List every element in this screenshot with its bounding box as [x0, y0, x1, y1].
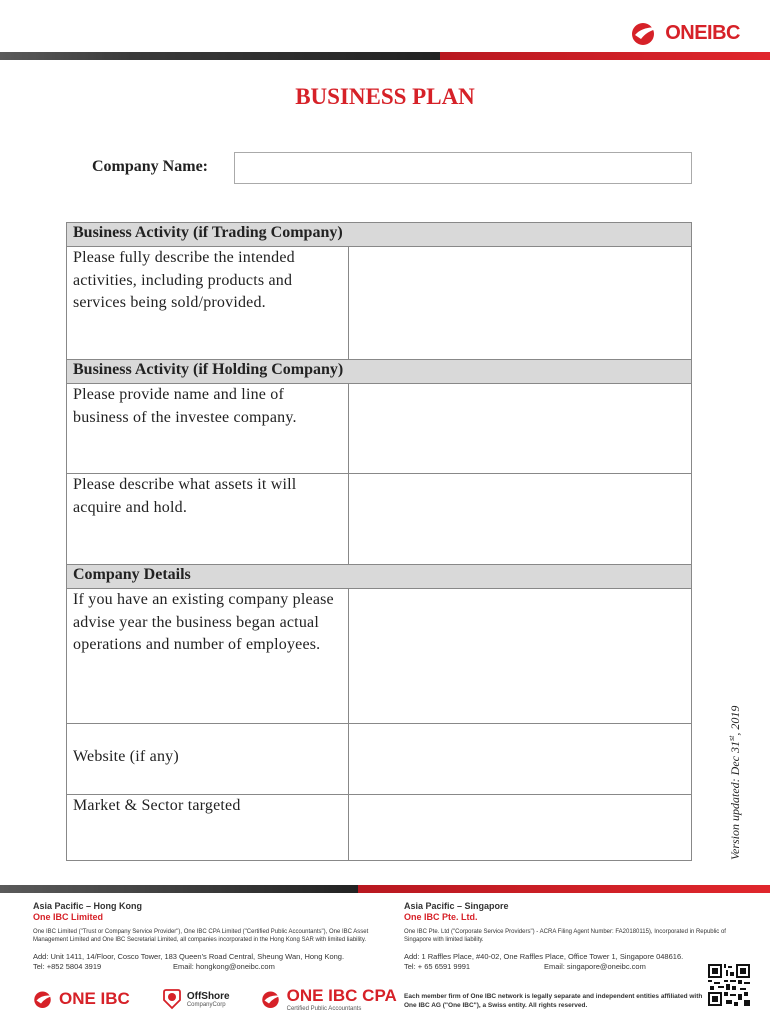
address: Add: Unit 1411, 14/Floor, Cosco Tower, 183 Queen's Road Central, Sheung Wan, Hong Kong.	[33, 952, 345, 961]
question-trading-activities: Please fully describe the intended activities, including products and services being sold/provided.	[67, 247, 349, 359]
one-ibc-logo-icon	[32, 989, 56, 1009]
footer-divider	[0, 885, 770, 893]
form-row	[67, 589, 691, 724]
offshore-company-corp-logo: OffShore CompanyCorp	[160, 988, 230, 1010]
disclaimer: Each member firm of One IBC network is legally separate and independent entities affiliated with One IBC AG ("One IBC"), a Swiss entity. All rights reserved.	[404, 993, 703, 1009]
footer-singapore	[404, 901, 744, 972]
offshore-logo-icon	[160, 988, 184, 1010]
address: Add: 1 Raffles Place, #40-02, One Raffles Place, Office Tower 1, Singapore 048616.	[404, 952, 684, 961]
version-note: Version updated: Dec 31st, 2019	[727, 705, 742, 860]
region-label: Asia Pacific – Singapore	[404, 901, 509, 911]
question-market-sector: Market & Sector targeted	[67, 795, 349, 860]
question-investee-company: Please provide name and line of business of the investee company.	[67, 384, 349, 473]
header-divider	[0, 52, 770, 60]
logo-text: ONEIBC	[665, 21, 740, 44]
one-ibc-logo-icon	[629, 20, 661, 46]
one-ibc-logo-icon	[260, 989, 284, 1009]
question-website: Website (if any)	[67, 724, 349, 794]
phone: Tel: + 65 6591 9991	[404, 962, 471, 971]
footer-logos	[32, 986, 397, 1012]
region-label: Asia Pacific – Hong Kong	[33, 901, 143, 911]
answer-website-field[interactable]	[349, 724, 691, 794]
section-heading-holding: Business Activity (if Holding Company)	[67, 360, 691, 384]
form-row	[67, 474, 691, 565]
brand-logo	[629, 20, 740, 46]
entity-description: One IBC Limited ("Trust or Company Service Provider"), One IBC CPA Limited ("Certified Public Accountants"), One IBC Asset Management Limited and One IBC Secretarial Limited, all companies incorporated in the Hong Kong SAR with limited liability.	[33, 929, 369, 943]
phone: Tel: +852 5804 3919	[33, 962, 102, 971]
question-assets: Please describe what assets it will acquire and hold.	[67, 474, 349, 564]
page-title: BUSINESS PLAN	[295, 84, 475, 109]
form-row	[67, 795, 691, 860]
one-ibc-cpa-logo: ONE IBC CPA Certified Public Accountants	[260, 986, 397, 1012]
one-ibc-footer-logo: ONE IBC	[32, 989, 130, 1009]
footer-hong-kong	[33, 901, 385, 972]
answer-market-sector-field[interactable]	[349, 795, 691, 860]
company-name-field[interactable]	[234, 152, 692, 184]
entity-description: One IBC Pte. Ltd ("Corporate Service Providers") - ACRA Filing Agent Number: FA20180115), Incorporated in Republic of Singapore with limited liability.	[404, 929, 726, 943]
company-name-label: Company Name:	[92, 158, 208, 175]
form-row	[67, 247, 691, 360]
section-heading-trading: Business Activity (if Trading Company)	[67, 223, 691, 247]
question-existing-company: If you have an existing company please advise year the business began actual operations and number of employees.	[67, 589, 349, 723]
answer-assets-field[interactable]	[349, 474, 691, 564]
section-heading-details: Company Details	[67, 565, 691, 589]
contact-line	[33, 962, 385, 972]
business-plan-form	[66, 222, 692, 861]
entity-name: One IBC Limited	[33, 912, 104, 922]
answer-trading-activities-field[interactable]	[349, 247, 691, 359]
qr-code-icon	[708, 964, 750, 1006]
entity-name: One IBC Pte. Ltd.	[404, 912, 478, 922]
email-link[interactable]: Email: singapore@oneibc.com	[544, 962, 646, 971]
answer-existing-company-field[interactable]	[349, 589, 691, 723]
answer-investee-company-field[interactable]	[349, 384, 691, 473]
email-link[interactable]: Email: hongkong@oneibc.com	[173, 962, 275, 971]
contact-line	[404, 962, 744, 972]
form-row	[67, 384, 691, 474]
form-row	[67, 724, 691, 795]
